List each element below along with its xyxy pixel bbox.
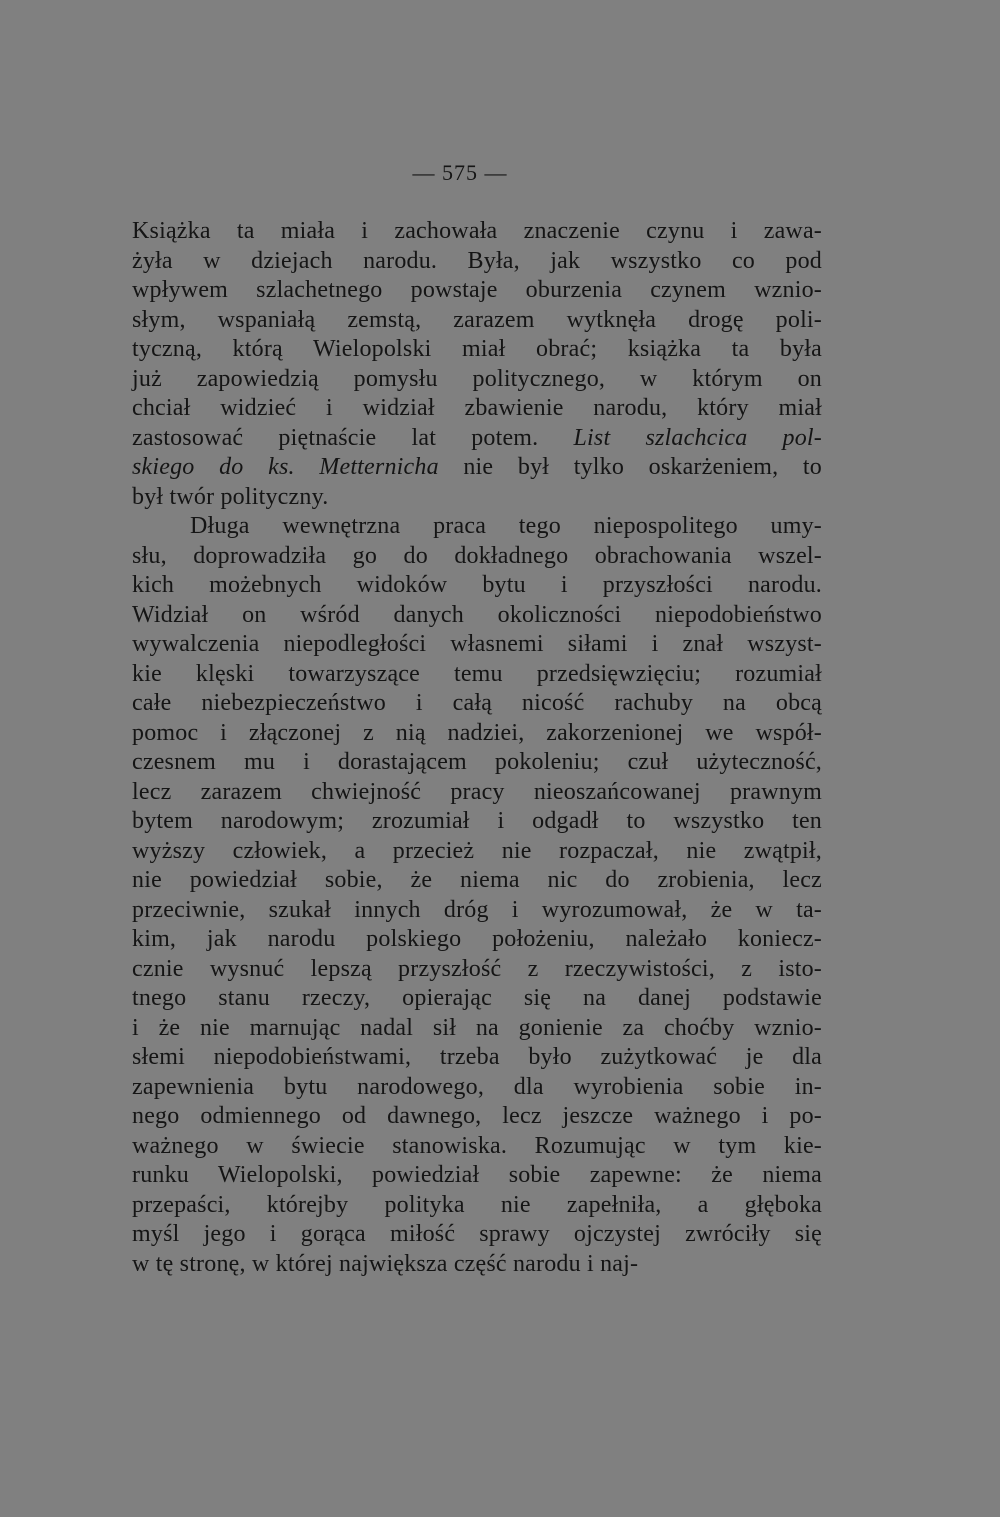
body-text bbox=[132, 217, 822, 1279]
page-number: — 575 — bbox=[412, 160, 508, 185]
text-line bbox=[132, 335, 822, 365]
text-segment: wyższy człowiek, a przecież nie rozpaczał, nie zwątpił, bbox=[132, 837, 822, 864]
text-line bbox=[132, 424, 822, 454]
text-line bbox=[132, 630, 822, 660]
text-segment: w tę stronę, w której największa część narodu i naj- bbox=[132, 1250, 639, 1277]
text-line bbox=[132, 925, 822, 955]
text-segment: Książka ta miała i zachowała znaczenie czynu i zawa- bbox=[132, 218, 822, 244]
text-line bbox=[132, 837, 822, 867]
text-line bbox=[132, 660, 822, 690]
text-line bbox=[132, 276, 822, 306]
text-line bbox=[132, 1073, 822, 1103]
text-segment: nie był tylko oskarżeniem, to bbox=[438, 454, 822, 480]
text-line bbox=[132, 1250, 822, 1280]
text-segment: kim, jak narodu polskiego położeniu, należało koniecz- bbox=[132, 926, 822, 952]
text-segment: żyła w dziejach narodu. Była, jak wszystko co pod bbox=[132, 247, 822, 274]
text-line bbox=[132, 217, 822, 247]
text-line bbox=[132, 512, 822, 542]
text-segment: lecz zarazem chwiejność pracy nieoszańcowanej prawnym bbox=[132, 778, 822, 805]
text-segment: cznie wysnuć lepszą przyszłość z rzeczywistości, z isto- bbox=[132, 955, 822, 982]
text-line bbox=[132, 866, 822, 896]
text-line bbox=[132, 306, 822, 336]
text-line bbox=[132, 955, 822, 985]
text-line bbox=[132, 542, 822, 572]
text-segment: wywalczenia niepodległości własnemi siłami i znał wszyst- bbox=[132, 631, 822, 657]
text-line bbox=[132, 689, 822, 719]
text-line bbox=[132, 247, 822, 277]
text-segment: tyczną, którą Wielopolski miał obrać; książka ta była bbox=[132, 336, 822, 362]
paragraph bbox=[132, 512, 822, 1279]
text-line bbox=[132, 601, 822, 631]
text-segment: czesnem mu i dorastającem pokoleniu; czuł użyteczność, bbox=[132, 749, 822, 775]
text-segment: przepaści, którejby polityka nie zapełniła, a głęboka bbox=[132, 1191, 822, 1218]
text-line bbox=[132, 807, 822, 837]
text-segment: całe niebezpieczeństwo i całą nicość rachuby na obcą bbox=[132, 690, 822, 716]
text-segment: wpływem szlachetnego powstaje oburzenia czynem wznio- bbox=[132, 277, 822, 303]
text-segment: runku Wielopolski, powiedział sobie zapewne: że niema bbox=[132, 1162, 822, 1188]
text-line bbox=[132, 394, 822, 424]
text-line bbox=[132, 1014, 822, 1044]
text-segment: słym, wspaniałą zemstą, zarazem wytknęła drogę poli- bbox=[132, 306, 822, 333]
text-segment: ważnego w świecie stanowiska. Rozumując w tym kie- bbox=[132, 1132, 822, 1159]
text-line bbox=[132, 453, 822, 483]
text-line bbox=[132, 748, 822, 778]
text-line bbox=[132, 1132, 822, 1162]
text-line bbox=[132, 483, 822, 513]
paragraph bbox=[132, 217, 822, 512]
text-segment: nego odmiennego od dawnego, lecz jeszcze ważnego i po- bbox=[132, 1103, 822, 1129]
text-segment: kie klęski towarzyszące temu przedsięwzięciu; rozumiał bbox=[132, 660, 822, 687]
text-segment: nie powiedział sobie, że niema nic do zrobienia, lecz bbox=[132, 867, 822, 893]
text-line bbox=[132, 365, 822, 395]
italic-title-segment: skiego do ks. Metternicha bbox=[132, 454, 439, 480]
text-segment: myśl jego i gorąca miłość sprawy ojczystej zwróciły się bbox=[132, 1221, 822, 1247]
text-segment: już zapowiedzią pomysłu politycznego, w którym on bbox=[132, 365, 822, 392]
text-line bbox=[132, 984, 822, 1014]
text-line bbox=[132, 571, 822, 601]
text-segment: zapewnienia bytu narodowego, dla wyrobienia sobie in- bbox=[132, 1073, 822, 1100]
text-segment: i że nie marnując nadal sił na gonienie za choćby wznio- bbox=[132, 1014, 822, 1041]
italic-title-segment: List szlachcica pol- bbox=[573, 424, 822, 451]
text-segment: tnego stanu rzeczy, opierając się na danej podstawie bbox=[132, 985, 822, 1011]
text-line bbox=[132, 1102, 822, 1132]
text-line bbox=[132, 1161, 822, 1191]
text-segment: słu, doprowadziła go do dokładnego obrachowania wszel- bbox=[132, 542, 822, 569]
text-line bbox=[132, 1191, 822, 1221]
text-segment: przeciwnie, szukał innych dróg i wyrozumował, że w ta- bbox=[132, 896, 822, 923]
text-segment: pomoc i złączonej z nią nadziei, zakorzenionej we współ- bbox=[132, 719, 822, 746]
text-line bbox=[132, 778, 822, 808]
text-line bbox=[132, 1220, 822, 1250]
text-segment: słemi niepodobieństwami, trzeba było zużytkować je dla bbox=[132, 1044, 822, 1070]
text-line bbox=[132, 1043, 822, 1073]
text-line bbox=[132, 719, 822, 749]
text-segment: Widział on wśród danych okoliczności niepodobieństwo bbox=[132, 601, 822, 628]
text-line bbox=[132, 896, 822, 926]
text-segment: kich możebnych widoków bytu i przyszłości narodu. bbox=[132, 572, 822, 598]
text-segment: Długa wewnętrzna praca tego niepospolitego umy- bbox=[190, 513, 822, 539]
text-segment: zastosować piętnaście lat potem. bbox=[132, 424, 574, 451]
text-segment: był twór polityczny. bbox=[132, 483, 329, 510]
text-segment: bytem narodowym; zrozumiał i odgadł to wszystko ten bbox=[132, 808, 822, 834]
text-segment: chciał widzieć i widział zbawienie narodu, który miał bbox=[132, 395, 822, 421]
